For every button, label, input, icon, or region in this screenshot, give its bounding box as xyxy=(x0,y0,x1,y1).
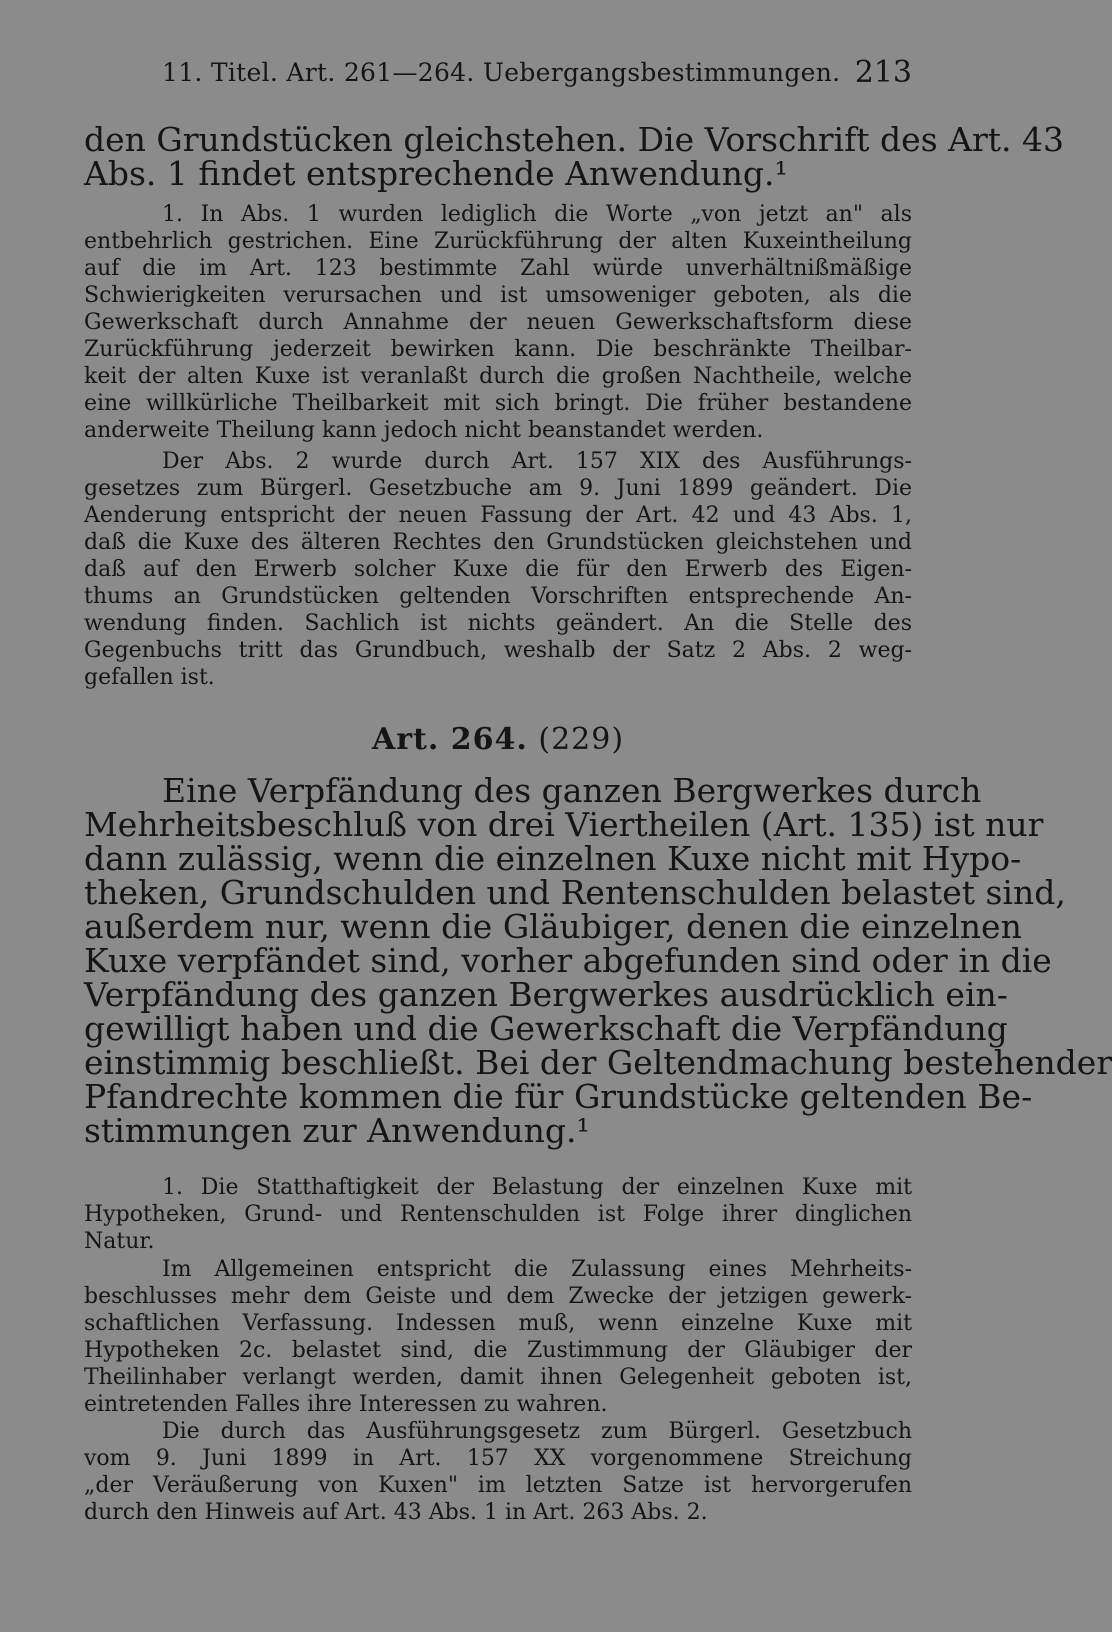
article-line: Pfandrechte kommen die für Grundstücke geltenden Be- xyxy=(84,1077,1033,1116)
note-line: Der Abs. 2 wurde durch Art. 157 XIX des Ausführungs- xyxy=(162,449,912,474)
note-line: Zurückführung jederzeit bewirken kann. Die beschränkte Theilbar- xyxy=(84,337,912,362)
note-line: durch den Hinweis auf Art. 43 Abs. 1 in Art. 263 Abs. 2. xyxy=(84,1500,708,1525)
note-line: Im Allgemeinen entspricht die Zulassung eines Mehrheits- xyxy=(162,1257,912,1282)
page-number: 213 xyxy=(854,55,912,90)
note-line: Schwierigkeiten verursachen und ist umsoweniger geboten, als die xyxy=(84,283,912,308)
article-heading xyxy=(84,718,912,762)
note-line: gesetzes zum Bürgerl. Gesetzbuche am 9. Juni 1899 geändert. Die xyxy=(84,476,912,501)
article-line: Mehrheitsbeschluß von drei Viertheilen (Art. 135) ist nur xyxy=(84,805,1044,844)
note-line: 1. In Abs. 1 wurden lediglich die Worte „von jetzt an" als xyxy=(162,202,912,227)
note-line: thums an Grundstücken geltenden Vorschriften entsprechende An- xyxy=(84,584,912,609)
note-line: Gewerkschaft durch Annahme der neuen Gewerkschaftsform diese xyxy=(84,310,912,335)
article-line: stimmungen zur Anwendung.¹ xyxy=(84,1111,590,1150)
note-line: gefallen ist. xyxy=(84,665,215,690)
note-line: Theilinhaber verlangt werden, damit ihnen Gelegenheit geboten ist, xyxy=(84,1365,912,1390)
article-line: Kuxe verpfändet sind, vorher abgefunden sind oder in die xyxy=(84,941,1052,980)
note-line: Natur. xyxy=(84,1229,155,1254)
note-line: Aenderung entspricht der neuen Fassung der Art. 42 und 43 Abs. 1, xyxy=(84,503,912,528)
body-line: den Grundstücken gleichstehen. Die Vorschrift des Art. 43 xyxy=(84,120,1064,159)
note-line: beschlusses mehr dem Geiste und dem Zwecke der jetzigen gewerk- xyxy=(84,1284,912,1309)
note-line: Hypotheken 2c. belastet sind, die Zustimmung der Gläubiger der xyxy=(84,1338,912,1363)
note-line: Gegenbuchs tritt das Grundbuch, weshalb der Satz 2 Abs. 2 weg- xyxy=(84,638,912,663)
note-line: keit der alten Kuxe ist veranlaßt durch die großen Nachtheile, welche xyxy=(84,364,912,389)
note-line: auf die im Art. 123 bestimmte Zahl würde unverhältnißmäßige xyxy=(84,256,912,281)
article-line: Eine Verpfändung des ganzen Bergwerkes durch xyxy=(162,771,982,810)
article-line: einstimmig beschließt. Bei der Geltendmachung bestehender xyxy=(84,1043,1112,1082)
note-line: „der Veräußerung von Kuxen" im letzten Satze ist hervorgerufen xyxy=(84,1473,912,1498)
note-line: schaftlichen Verfassung. Indessen muß, wenn einzelne Kuxe mit xyxy=(84,1311,912,1336)
article-label: Art. 264. xyxy=(371,722,528,757)
note-line: Hypotheken, Grund- und Rentenschulden ist Folge ihrer dinglichen xyxy=(84,1202,912,1227)
note-line: anderweite Theilung kann jedoch nicht beanstandet werden. xyxy=(84,418,764,443)
note-line: entbehrlich gestrichen. Eine Zurückführung der alten Kuxeintheilung xyxy=(84,229,912,254)
note-line: vom 9. Juni 1899 in Art. 157 XX vorgenommene Streichung xyxy=(84,1446,912,1471)
body-line: Abs. 1 findet entsprechende Anwendung.¹ xyxy=(84,154,788,193)
note-line: Die durch das Ausführungsgesetz zum Bürgerl. Gesetzbuch xyxy=(162,1419,912,1444)
article-line: Verpfändung des ganzen Bergwerkes ausdrücklich ein- xyxy=(84,975,1008,1014)
article-line: außerdem nur, wenn die Gläubiger, denen die einzelnen xyxy=(84,907,1022,946)
article-line: theken, Grundschulden und Rentenschulden belastet sind, xyxy=(84,873,1066,912)
note-line: daß auf den Erwerb solcher Kuxe die für den Erwerb des Eigen- xyxy=(84,557,912,582)
article-line: gewilligt haben und die Gewerkschaft die Verpfändung xyxy=(84,1009,1008,1048)
note-line: daß die Kuxe des älteren Rechtes den Grundstücken gleichstehen und xyxy=(84,530,912,555)
note-line: eine willkürliche Theilbarkeit mit sich bringt. Die früher bestandene xyxy=(84,391,912,416)
note-line: 1. Die Statthaftigkeit der Belastung der einzelnen Kuxe mit xyxy=(162,1175,912,1200)
note-line: eintretenden Falles ihre Interessen zu wahren. xyxy=(84,1392,608,1417)
note-line: wendung finden. Sachlich ist nichts geändert. An die Stelle des xyxy=(84,611,912,636)
article-old-number: (229) xyxy=(538,722,625,757)
page-header xyxy=(162,52,912,94)
article-line: dann zulässig, wenn die einzelnen Kuxe nicht mit Hypo- xyxy=(84,839,1022,878)
running-head: 11. Titel. Art. 261—264. Uebergangsbestimmungen. xyxy=(162,58,841,87)
